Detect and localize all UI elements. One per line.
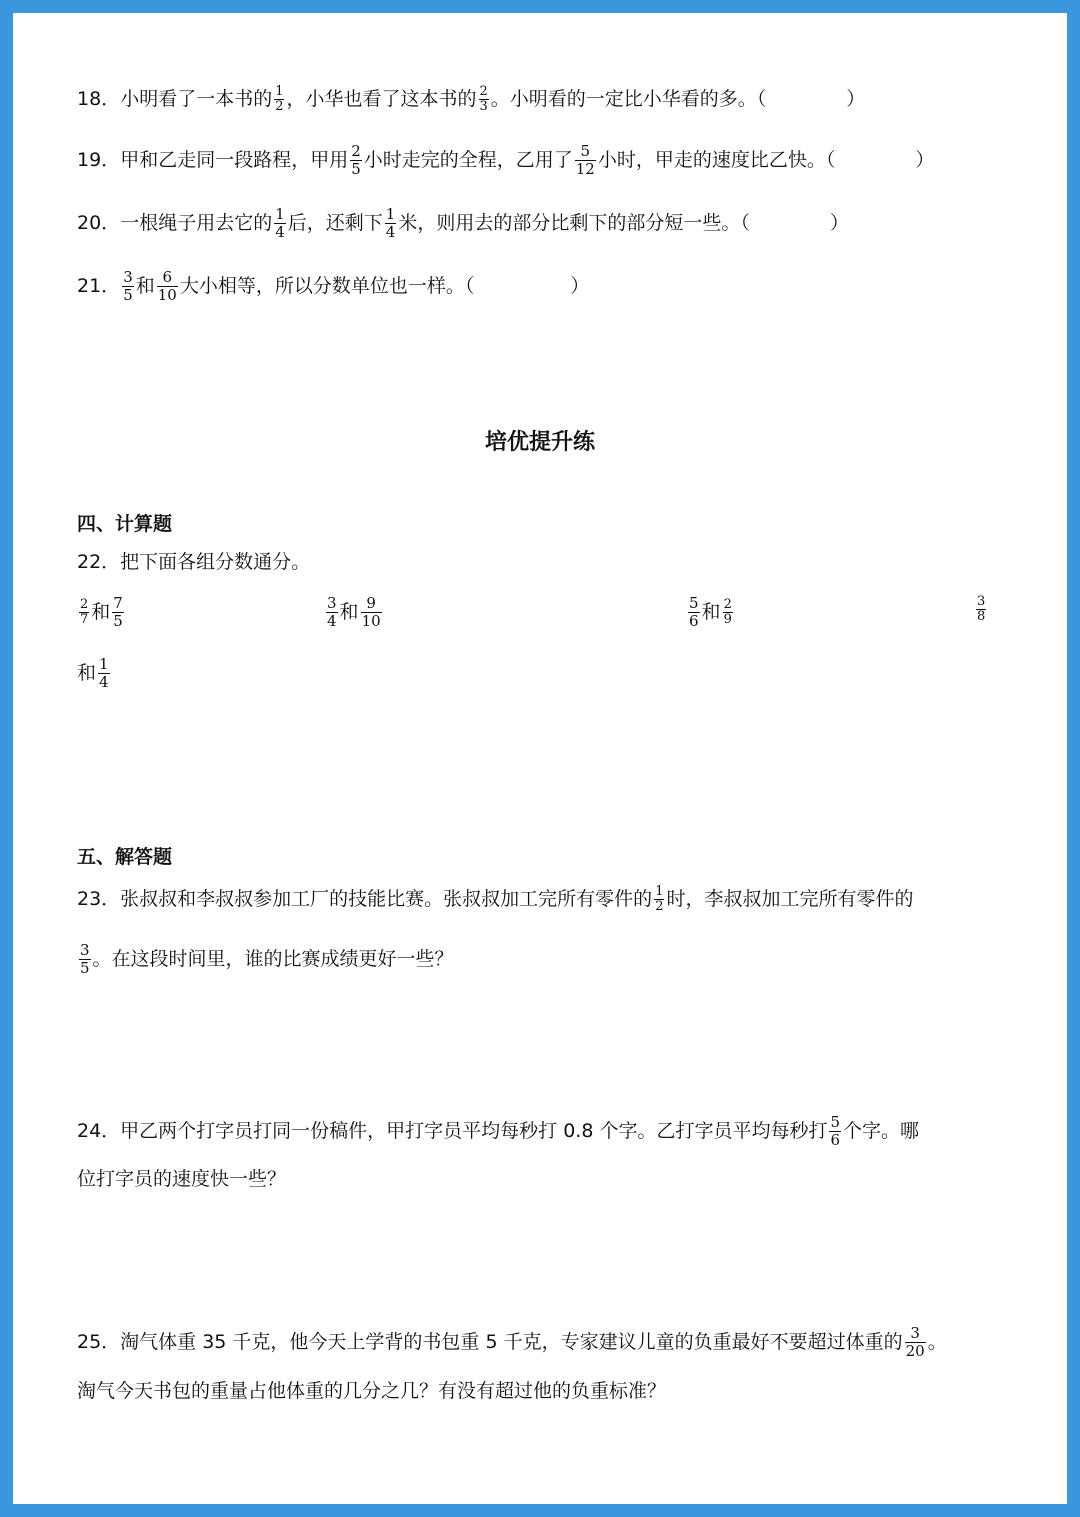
question-text: ）: [915, 149, 935, 171]
question-text: 小时，甲走的速度比乙快。（: [597, 149, 836, 171]
question-18: [77, 85, 865, 114]
fraction: $\frac{2}{3}$: [479, 84, 488, 114]
question-text: ）: [570, 275, 590, 297]
question-25-line2: 淘气今天书包的重量占他体重的几分之几？有没有超过他的负重标准？: [77, 1380, 667, 1402]
question-19: [77, 143, 934, 178]
fraction: $\frac{3}{20}$: [905, 1324, 925, 1360]
fraction-pair-1: [77, 595, 126, 630]
question-number: 19．: [77, 149, 121, 171]
question-number: 20．: [77, 212, 121, 234]
fraction: $\frac{1}{2}$: [655, 884, 664, 914]
question-text: 个字。哪: [843, 1120, 920, 1142]
fraction: $\frac{2}{5}$: [351, 142, 361, 178]
fraction-pair-4-second: [77, 656, 112, 691]
question-21: [77, 269, 589, 304]
question-text: 一根绳子用去它的: [120, 212, 273, 234]
fraction: $\frac{1}{4}$: [385, 205, 396, 241]
section-heading-answer: 五、解答题: [77, 846, 173, 868]
question-text: 。: [927, 1331, 947, 1353]
fraction: $\frac{2}{7}$: [80, 597, 89, 627]
and-word: 和: [77, 662, 97, 684]
question-text: 时，李叔叔加工完所有零件的: [666, 888, 914, 910]
question-24-line2: 位打字员的速度快一些？: [77, 1168, 287, 1190]
question-text: 24．甲乙两个打字员打同一份稿件，甲打字员平均每秒打 0.8 个字。乙打字员平均每秒打: [77, 1120, 828, 1142]
question-text: 甲和乙走同一段路程，甲用: [120, 149, 349, 171]
fraction-pair-3: [686, 595, 735, 630]
and-word: 和: [91, 601, 111, 623]
question-text: ）: [846, 88, 866, 110]
and-word: 和: [701, 601, 721, 623]
question-23-line1: [77, 885, 913, 914]
question-text: ）: [829, 212, 849, 234]
question-22: 22．把下面各组分数通分。: [77, 551, 311, 573]
and-word: 和: [339, 601, 359, 623]
question-text: 23．张叔叔和李叔叔参加工厂的技能比赛。张叔叔加工完所有零件的: [77, 888, 653, 910]
question-text: 大小相等，所以分数单位也一样。（: [179, 275, 475, 297]
question-text: 。小明看的一定比小华看的多。（: [490, 88, 767, 110]
fraction: $\frac{3}{5}$: [80, 941, 90, 977]
fraction: $\frac{5}{6}$: [689, 594, 699, 630]
question-text: 米，则用去的部分比剩下的部分短一些。（: [398, 212, 750, 234]
worksheet-page: [13, 13, 1067, 1504]
question-24-line1: [77, 1114, 919, 1149]
fraction: $\frac{9}{10}$: [361, 594, 381, 630]
question-text: 小明看了一本书的: [120, 88, 273, 110]
fraction: $\frac{1}{4}$: [99, 655, 109, 691]
fraction-pair-4-first: [974, 595, 988, 624]
fraction: $\frac{1}{4}$: [275, 205, 285, 241]
question-20: [77, 206, 849, 241]
question-text: 后，还剩下: [287, 212, 383, 234]
question-number: 21．: [77, 275, 121, 297]
question-25-line1: [77, 1325, 947, 1360]
section-heading-calculation: 四、计算题: [77, 513, 173, 535]
fraction: $\frac{3}{8}$: [977, 594, 986, 624]
fraction: $\frac{6}{10}$: [157, 268, 177, 304]
fraction: $\frac{1}{2}$: [275, 84, 284, 114]
question-text: ，小华也看了这本书的: [286, 88, 477, 110]
fraction: $\frac{3}{5}$: [123, 268, 133, 304]
fraction: $\frac{2}{9}$: [723, 597, 732, 627]
fraction: $\frac{5}{6}$: [830, 1113, 841, 1149]
fraction-pair-2: [324, 595, 384, 630]
question-number: 18．: [77, 88, 121, 110]
fraction: $\frac{7}{5}$: [113, 594, 123, 630]
fraction: $\frac{5}{12}$: [575, 142, 595, 178]
question-text: 25．淘气体重 35 千克，他今天上学背的书包重 5 千克，专家建议儿童的负重最好不要超过体重的: [77, 1331, 903, 1353]
question-text: 。在这段时间里，谁的比赛成绩更好一些？: [92, 948, 454, 970]
fraction: $\frac{3}{4}$: [327, 594, 337, 630]
question-text: 和: [135, 275, 155, 297]
question-text: 小时走完的全程，乙用了: [363, 149, 573, 171]
question-23-line2: [77, 942, 454, 977]
section-title: 培优提升练: [484, 430, 595, 455]
